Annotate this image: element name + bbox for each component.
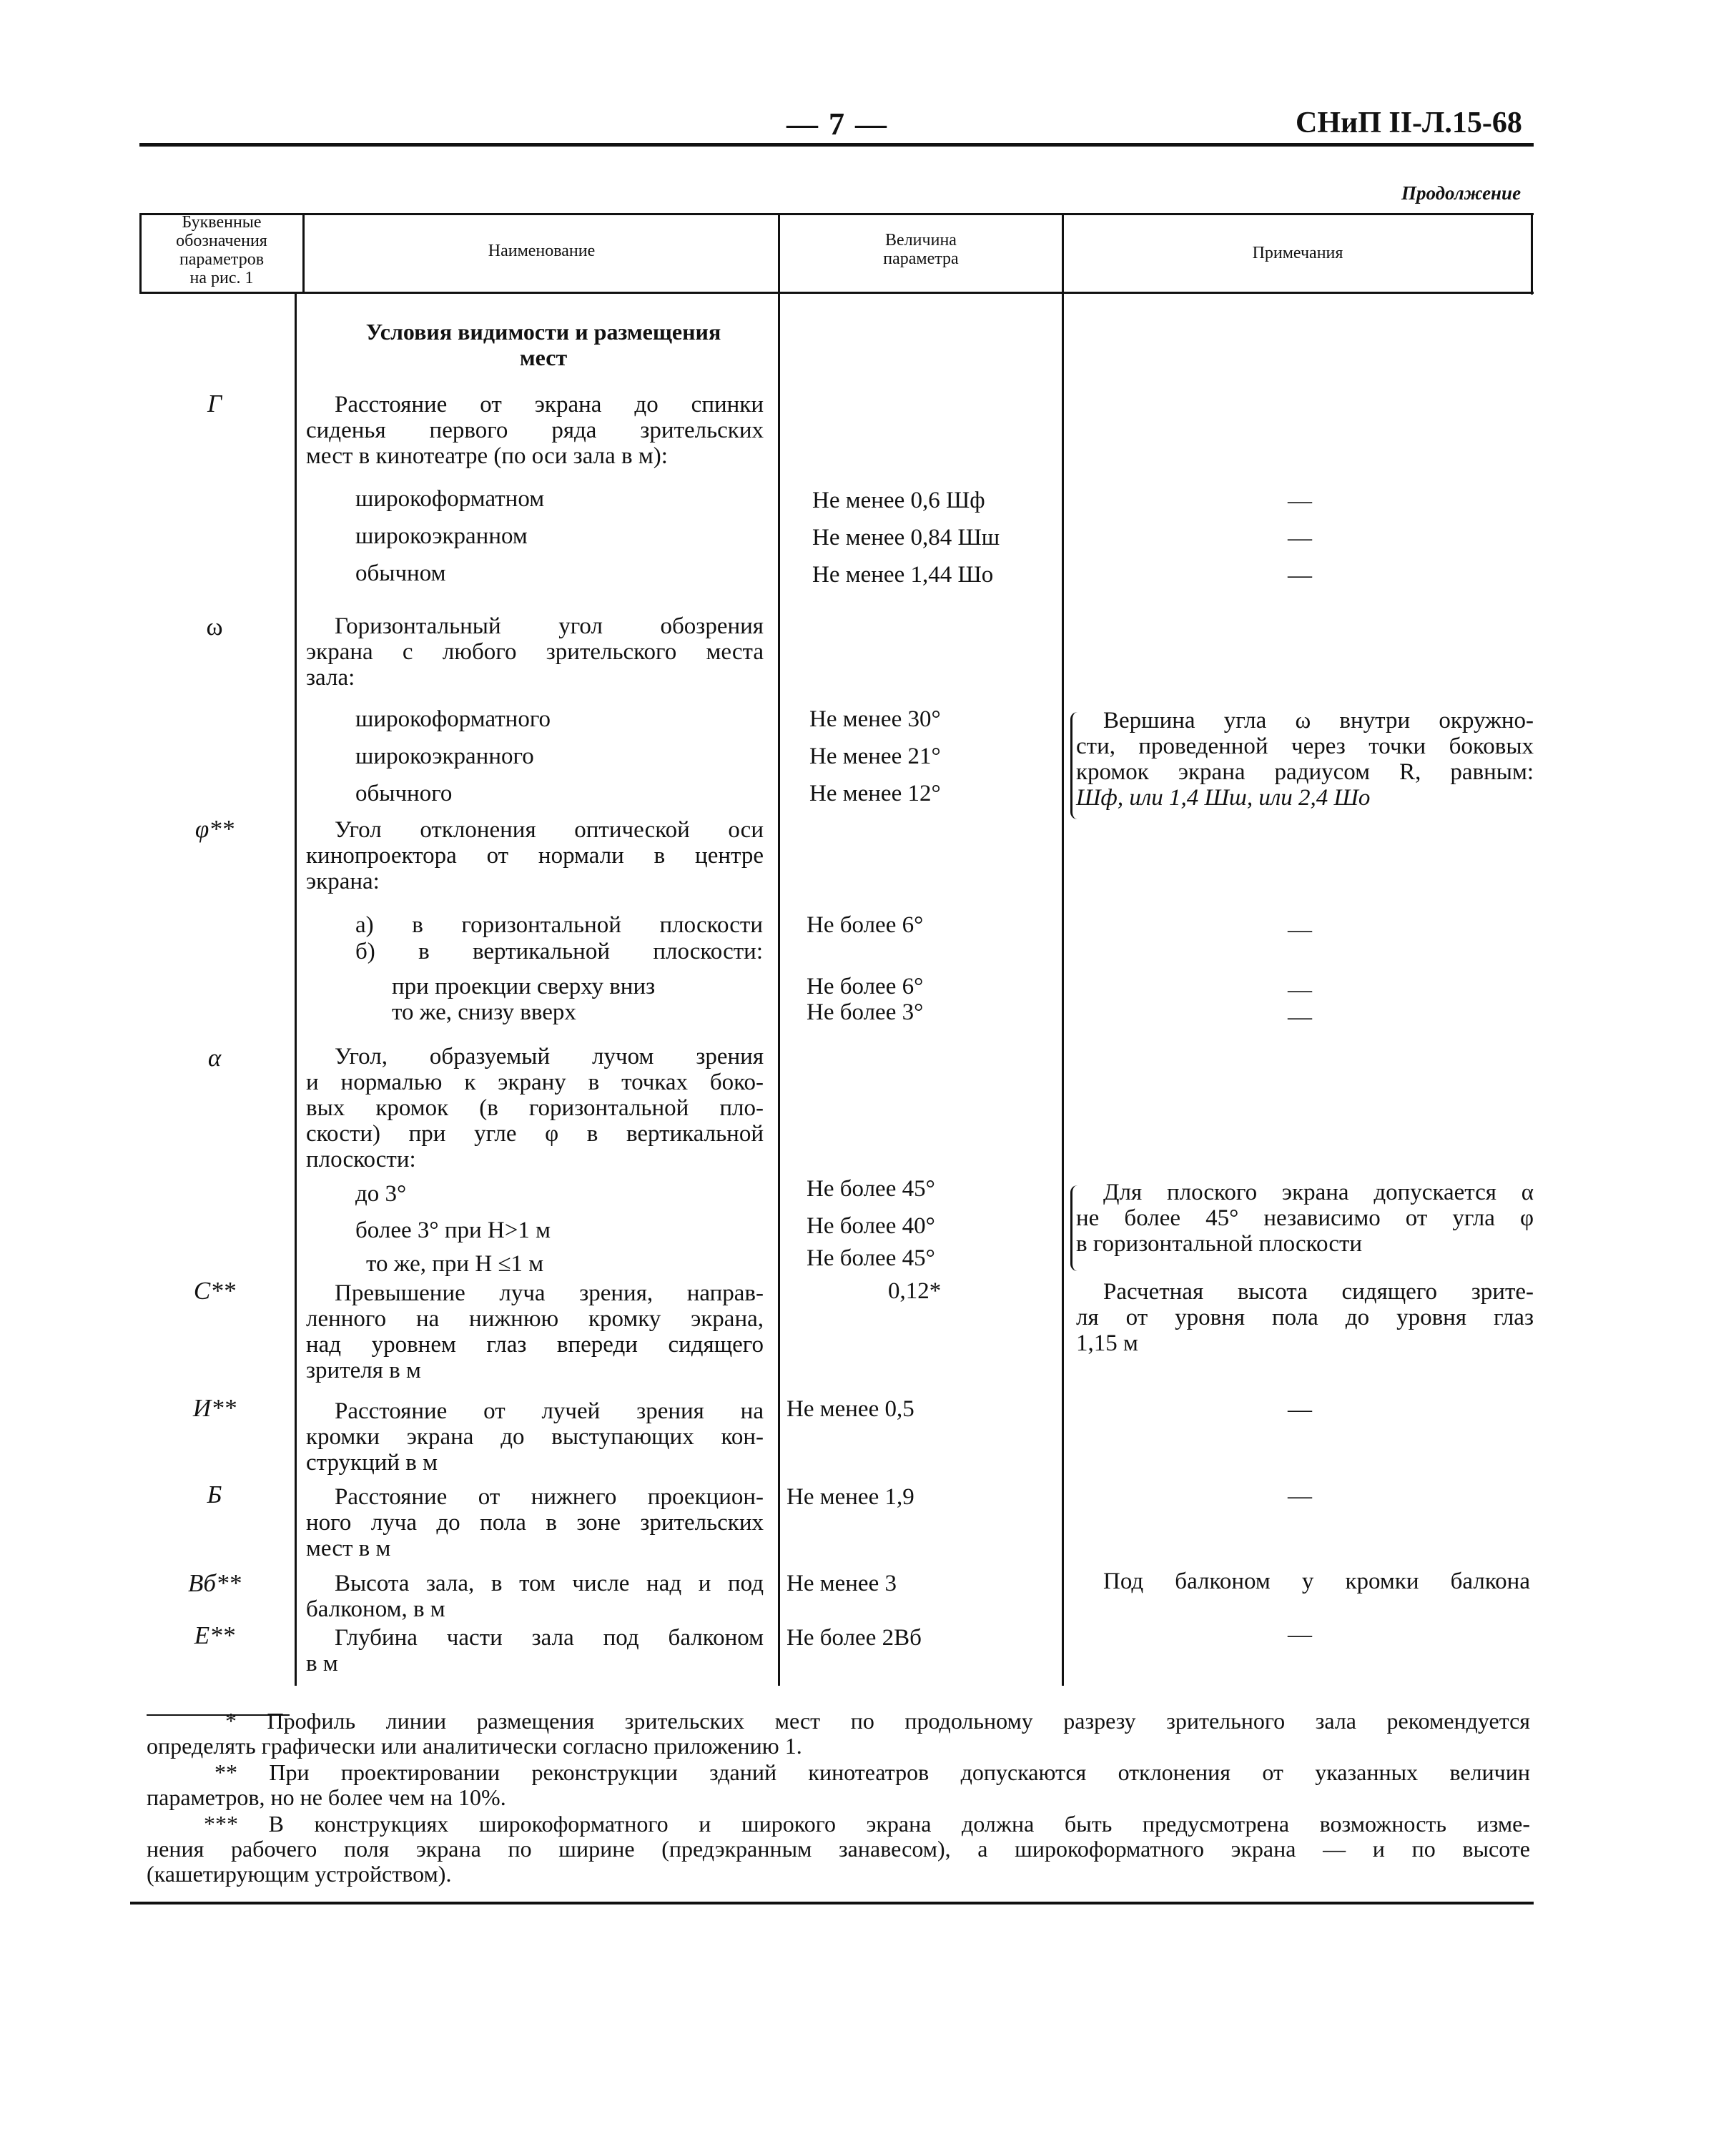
sub-label: широкоэкранном [355, 523, 528, 549]
sub-label: обычного [355, 781, 453, 806]
param-value: Не более 2Вб [786, 1625, 922, 1651]
header-value: Величина параметра [883, 231, 959, 268]
sub-label: более 3° при Н>1 м [355, 1217, 551, 1243]
note-dash: — [1288, 488, 1312, 514]
note-dash: — [1288, 525, 1312, 551]
row-note: Вершина угла ω внутри окружно- сти, проведенной через точки боковых кромок экрана радиусом R, равным: Шф, или 1,4 Шш, или 2,4 Шо [1076, 708, 1534, 811]
row-name: Глубина части зала под балконом в м [306, 1625, 764, 1676]
bottom-rule [130, 1902, 1534, 1904]
sub-label: обычном [355, 560, 446, 586]
param-value: Не более 40° [807, 1213, 935, 1239]
note-dash: — [1288, 562, 1312, 588]
page-number: — 7 — [786, 107, 888, 142]
footnote-2: ** При проектировании реконструкции зданий кинотеатров допускаются отклонения от указанных величин параметров, но не более чем на 10%. [147, 1759, 1530, 1810]
column-divider [1062, 214, 1064, 1686]
note-dash: — [1288, 977, 1312, 1003]
row-name: Расстояние от экрана до спинки сиденья первого ряда зрительских мест в кинотеатре (по оси зала в м): [306, 392, 764, 469]
row-note: Для плоского экрана допускается α не более 45° независимо от угла φ в горизонтальной плоскости [1076, 1180, 1534, 1257]
table-header-border [139, 292, 1534, 294]
symbol-C: С** [193, 1277, 236, 1305]
row-name: Угол отклонения оптической оси кинопроектора от нормали в центре экрана: [306, 817, 764, 894]
header-name: Наименование [488, 242, 596, 260]
sub-label: то же, снизу вверх [392, 999, 576, 1025]
symbol-phi: φ** [194, 815, 235, 843]
param-value: Не более 3° [807, 999, 924, 1025]
sub-label: то же, при Н ≤1 м [366, 1251, 544, 1277]
param-value: Не менее 0,6 Шф [812, 488, 985, 513]
continuation-label: Продолжение [1401, 182, 1522, 204]
column-divider [778, 214, 780, 1686]
note-dash: — [1288, 917, 1312, 943]
symbol-B: Б [207, 1481, 222, 1508]
header-symbol: Буквенные обозначения параметров на рис. 1 [176, 213, 267, 287]
note-dash: — [1288, 1621, 1312, 1648]
symbol-alpha: α [207, 1044, 222, 1072]
row-name: Расстояние от нижнего проекцион- ного луча до пола в зоне зрительских мест в м [306, 1484, 764, 1561]
param-value: Не менее 1,9 [786, 1484, 914, 1510]
column-divider [295, 293, 297, 1686]
note-dash: — [1288, 1396, 1312, 1423]
table-top-border [139, 213, 1534, 215]
param-value: Не более 45° [807, 1245, 935, 1271]
sub-label: б) в вертикальной плоскости: [355, 939, 763, 964]
row-name: Высота зала, в том числе над и под балконом, в м [306, 1571, 764, 1622]
section-title: Условия видимости и размещения мест [365, 319, 721, 370]
column-divider [302, 214, 305, 293]
row-note: Под балконом у кромки балкона [1103, 1568, 1530, 1594]
param-value: Не менее 3 [786, 1571, 897, 1596]
note-dash: — [1288, 1483, 1312, 1509]
param-value: 0,12* [888, 1278, 942, 1304]
footnote-1: * Профиль линии размещения зрительских мест по продольному разрезу зрительного зала рекомендуется определять графически или аналитически согласно приложению 1. [147, 1708, 1530, 1759]
table-right-border [1531, 214, 1533, 295]
param-value: Не менее 12° [809, 781, 941, 806]
sub-label: а) в горизонтальной плоскости [355, 912, 763, 938]
row-name: Расстояние от лучей зрения на кромки экрана до выступающих кон- струкций в м [306, 1398, 764, 1476]
sub-label: при проекции сверху вниз [392, 974, 656, 999]
sub-label: широкоформатного [355, 706, 551, 732]
param-value: Не более 6° [807, 974, 924, 999]
param-value: Не менее 21° [809, 743, 941, 769]
note-dash: — [1288, 1004, 1312, 1030]
sub-label: до 3° [355, 1181, 407, 1207]
footnote-3: *** В конструкциях широкоформатного и широкого экрана должна быть предусмотрена возможность изме- нения рабочего поля экрана по ширине (предэкранным занавесом), а широкоформатного экрана — и по высоте (кашетирующим устройством). [147, 1811, 1530, 1887]
row-name: Угол, образуемый лучом зрения и нормалью к экрану в точках боко- вых кромок (в горизонтальной пло- скости) при угле φ в вертикальной плоскости: [306, 1044, 764, 1172]
sub-label: широкоэкранного [355, 743, 534, 769]
param-value: Не более 6° [807, 912, 924, 938]
row-name: Горизонтальный угол обозрения экрана с любого зрительского места зала: [306, 613, 764, 691]
param-value: Не менее 30° [809, 706, 941, 732]
param-value: Не менее 0,5 [786, 1396, 914, 1422]
symbol-omega: ω [206, 613, 223, 641]
header-notes: Примечания [1252, 244, 1343, 262]
symbol-Vb: Вб** [188, 1569, 241, 1597]
table-left-border [139, 213, 142, 294]
param-value: Не менее 0,84 Шш [812, 525, 1000, 550]
header-rule [139, 143, 1534, 147]
symbol-E: Е** [194, 1621, 235, 1649]
sub-label: широкоформатном [355, 486, 545, 512]
row-note: Расчетная высота сидящего зрите- ля от уровня пола до уровня глаз 1,15 м [1076, 1279, 1534, 1356]
symbol-G: Г [207, 390, 222, 418]
symbol-I: И** [192, 1394, 237, 1422]
document-code: СНиП II-Л.15-68 [1296, 107, 1522, 139]
param-value: Не более 45° [807, 1176, 935, 1202]
param-value: Не менее 1,44 Шо [812, 562, 994, 588]
row-name: Превышение луча зрения, направ- ленного на нижнюю кромку экрана, над уровнем глаз впереди сидящего зрителя в м [306, 1280, 764, 1383]
